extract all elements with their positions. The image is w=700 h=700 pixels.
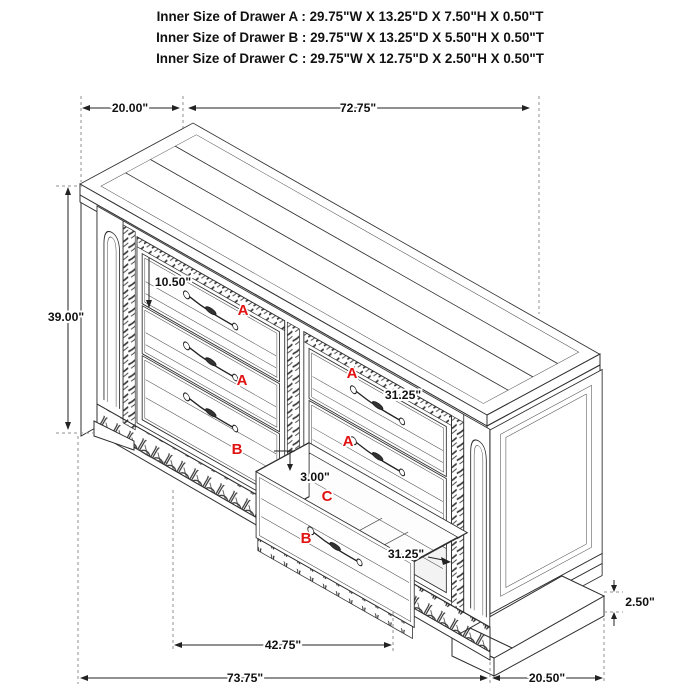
dim-overall-width: 73.75" [226, 671, 264, 685]
header-line-drawer-c: Inner Size of Drawer C : 29.75"W X 12.75"D X 2.50"H X 0.50"T [156, 51, 544, 66]
label-drawer-a-right-middle: A [342, 433, 354, 450]
dim-drawer-width-lower: 31.25" [387, 547, 425, 561]
dim-handle-inset: 10.50" [154, 275, 192, 289]
dim-top-depth: 20.00" [111, 101, 149, 115]
label-drawer-a-right-top: A [346, 365, 358, 382]
rope-trim-left [123, 225, 135, 430]
header-block [156, 9, 545, 66]
dim-toe-kick-height: 2.50" [625, 595, 655, 609]
dim-base-width: 42.75" [264, 638, 302, 652]
label-tray-c: C [321, 488, 333, 505]
label-open-drawer-b: B [300, 530, 312, 547]
label-drawer-a-left-top: A [237, 302, 249, 319]
header-line-drawer-a: Inner Size of Drawer A : 29.75"W X 13.25"D X 7.50"H X 0.50"T [156, 9, 544, 24]
label-drawer-b-left-bottom: B [231, 441, 243, 458]
dim-side-depth: 20.50" [528, 671, 566, 685]
rope-trim-right [452, 416, 464, 613]
dim-overall-height: 39.00" [47, 310, 85, 324]
header-line-drawer-b: Inner Size of Drawer B : 29.75"W X 13.25"D X 5.50"H X 0.50"T [156, 30, 544, 45]
label-drawer-a-left-middle: A [236, 372, 248, 389]
dim-tray-gap: 3.00" [300, 470, 330, 484]
dim-drawer-width-upper: 31.25" [384, 388, 422, 402]
dim-top-width: 72.75" [339, 101, 377, 115]
